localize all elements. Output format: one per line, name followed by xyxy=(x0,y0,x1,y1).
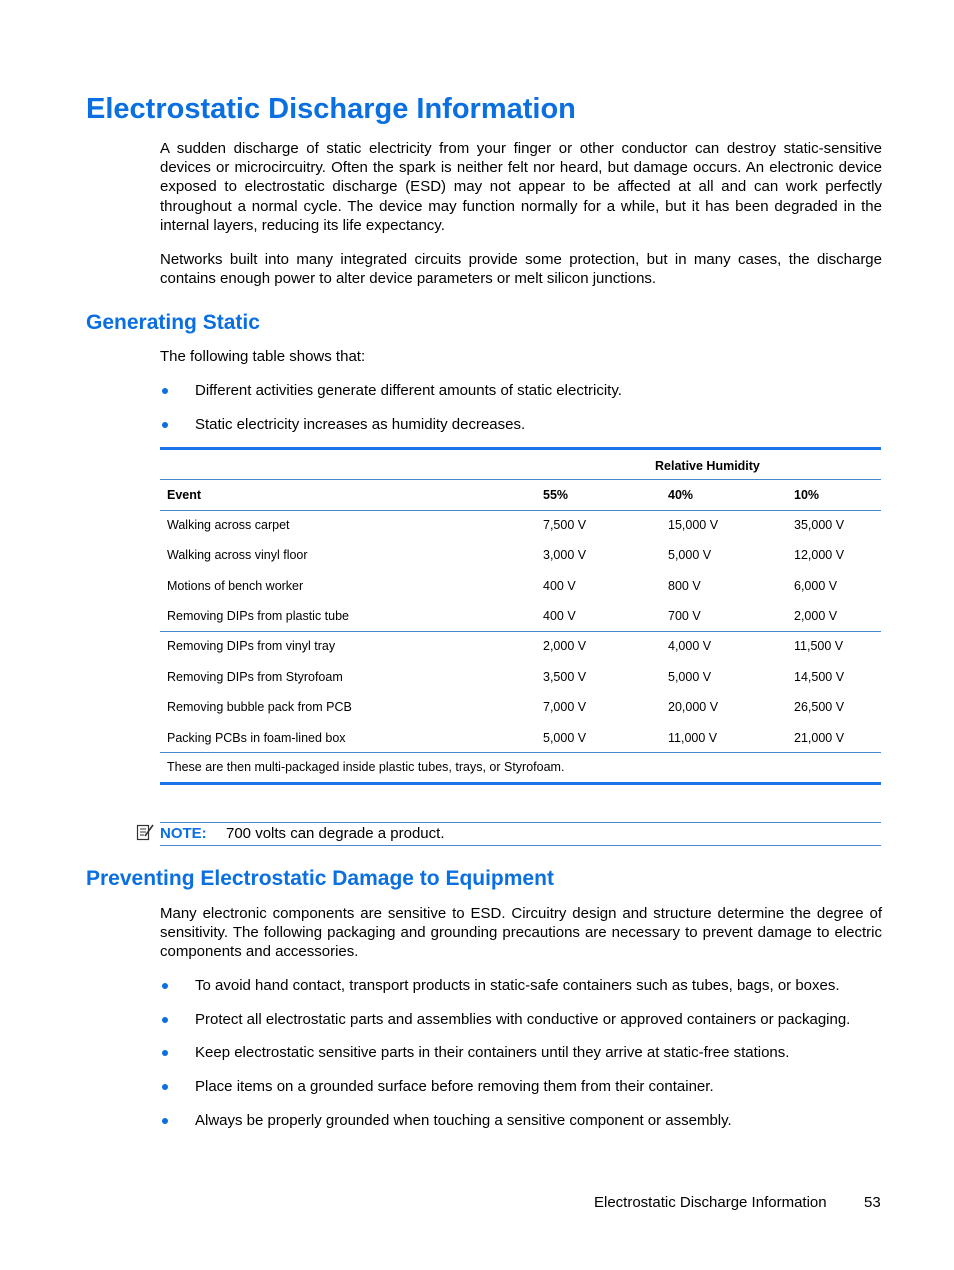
row-value-40: 700 V xyxy=(668,609,701,623)
footer-section-title: Electrostatic Discharge Information xyxy=(594,1194,827,1211)
preventing-paragraph: Many electronic components are sensitive to ESD. Circuitry design and structure determine the degree of sensitivity. The following packaging and grounding precautions are necessary to prevent damage to electric components and accessories. xyxy=(160,905,882,961)
row-event: Removing DIPs from vinyl tray xyxy=(167,639,336,653)
page-title: Electrostatic Discharge Information xyxy=(86,93,576,125)
row-value-10: 14,500 V xyxy=(794,670,845,684)
list-item-text: Always be properly grounded when touching a sensitive component or assembly. xyxy=(195,1112,732,1129)
table-bottom-rule xyxy=(160,782,881,785)
row-value-40: 5,000 V xyxy=(668,548,712,562)
row-value-10: 12,000 V xyxy=(794,548,845,562)
bullet-icon xyxy=(162,1118,168,1124)
row-value-55: 7,500 V xyxy=(543,518,587,532)
row-value-55: 3,500 V xyxy=(543,670,587,684)
note-label: NOTE: xyxy=(160,825,207,842)
section-heading-generating-static: Generating Static xyxy=(86,311,260,334)
bullet-icon xyxy=(162,1084,168,1090)
column-header-40: 40% xyxy=(668,488,694,502)
row-value-40: 11,000 V xyxy=(668,731,718,745)
row-event: Walking across carpet xyxy=(167,518,290,532)
list-item-text: To avoid hand contact, transport products in static-safe containers such as tubes, bags, or boxes. xyxy=(195,977,840,994)
column-header-55: 55% xyxy=(543,488,569,502)
list-item-text: Place items on a grounded surface before removing them from their container. xyxy=(195,1078,714,1095)
column-header-10: 10% xyxy=(794,488,820,502)
list-item-text: Protect all electrostatic parts and assemblies with conductive or approved containers or packaging. xyxy=(195,1011,851,1028)
row-value-10: 21,000 V xyxy=(794,731,845,745)
intro-paragraph-2: Networks built into many integrated circuits provide some protection, but in many cases, the discharge contains enough power to alter device parameters or melt silicon junctions. xyxy=(160,251,882,288)
row-value-55: 7,000 V xyxy=(543,700,587,714)
row-value-40: 800 V xyxy=(668,579,701,593)
row-event: Walking across vinyl floor xyxy=(167,548,308,562)
list-item xyxy=(160,1010,882,1030)
footer-page-number: 53 xyxy=(864,1194,881,1211)
row-value-55: 5,000 V xyxy=(543,731,587,745)
list-item xyxy=(160,1077,882,1097)
row-event: Removing bubble pack from PCB xyxy=(167,700,352,714)
column-header-event: Event xyxy=(167,488,202,502)
list-item xyxy=(160,381,882,401)
section-heading-preventing-damage: Preventing Electrostatic Damage to Equipment xyxy=(86,867,554,890)
bullet-icon xyxy=(162,1050,168,1056)
list-item xyxy=(160,1043,882,1063)
list-item-text: Different activities generate different amounts of static electricity. xyxy=(195,382,622,399)
intro-paragraph-1: A sudden discharge of static electricity from your finger or other conductor can destroy static-sensitive devices or microcircuitry. Often the spark is neither felt nor heard, but damage occurs. An electronic device exposed to electrostatic discharge (ESD) may not appear to be affected at all and can work perfectly throughout a normal cycle. The device may function normally for a while, but it has been degraded in the internal layers, reducing its life expectancy. xyxy=(160,140,882,234)
lead-text: The following table shows that: xyxy=(160,348,366,365)
row-event: Removing DIPs from Styrofoam xyxy=(167,670,343,684)
row-event: Removing DIPs from plastic tube xyxy=(167,609,350,623)
row-value-40: 5,000 V xyxy=(668,670,712,684)
list-item xyxy=(160,415,882,435)
row-event: Motions of bench worker xyxy=(167,579,304,593)
list-item-text: Static electricity increases as humidity decreases. xyxy=(195,416,526,433)
bullet-icon xyxy=(162,1017,168,1023)
row-value-40: 20,000 V xyxy=(668,700,719,714)
table-top-rule xyxy=(160,447,881,450)
row-value-10: 6,000 V xyxy=(794,579,838,593)
row-value-10: 11,500 V xyxy=(794,639,844,653)
table-rule xyxy=(160,631,881,632)
note-box xyxy=(160,822,881,846)
note-icon xyxy=(135,822,155,842)
static-voltage-table xyxy=(160,447,881,785)
list-item xyxy=(160,1111,882,1131)
row-value-40: 15,000 V xyxy=(668,518,719,532)
note-text: 700 volts can degrade a product. xyxy=(226,825,445,842)
table-rule xyxy=(160,752,881,753)
list-item xyxy=(160,976,882,996)
row-value-40: 4,000 V xyxy=(668,639,712,653)
row-value-10: 26,500 V xyxy=(794,700,845,714)
table-rule xyxy=(160,479,881,480)
group-header-relative-humidity: Relative Humidity xyxy=(655,459,760,473)
row-value-55: 2,000 V xyxy=(543,639,587,653)
row-value-55: 3,000 V xyxy=(543,548,587,562)
bullet-icon xyxy=(162,422,168,428)
row-value-55: 400 V xyxy=(543,609,576,623)
bullet-icon xyxy=(162,388,168,394)
table-lead-text xyxy=(160,347,882,367)
row-value-10: 2,000 V xyxy=(794,609,838,623)
row-event: Packing PCBs in foam-lined box xyxy=(167,731,346,745)
row-value-55: 400 V xyxy=(543,579,576,593)
list-item-text: Keep electrostatic sensitive parts in their containers until they arrive at static-free stations. xyxy=(195,1044,790,1061)
bullet-icon xyxy=(162,983,168,989)
table-rule xyxy=(160,510,881,511)
table-footnote: These are then multi-packaged inside plastic tubes, trays, or Styrofoam. xyxy=(167,760,565,774)
row-value-10: 35,000 V xyxy=(794,518,845,532)
